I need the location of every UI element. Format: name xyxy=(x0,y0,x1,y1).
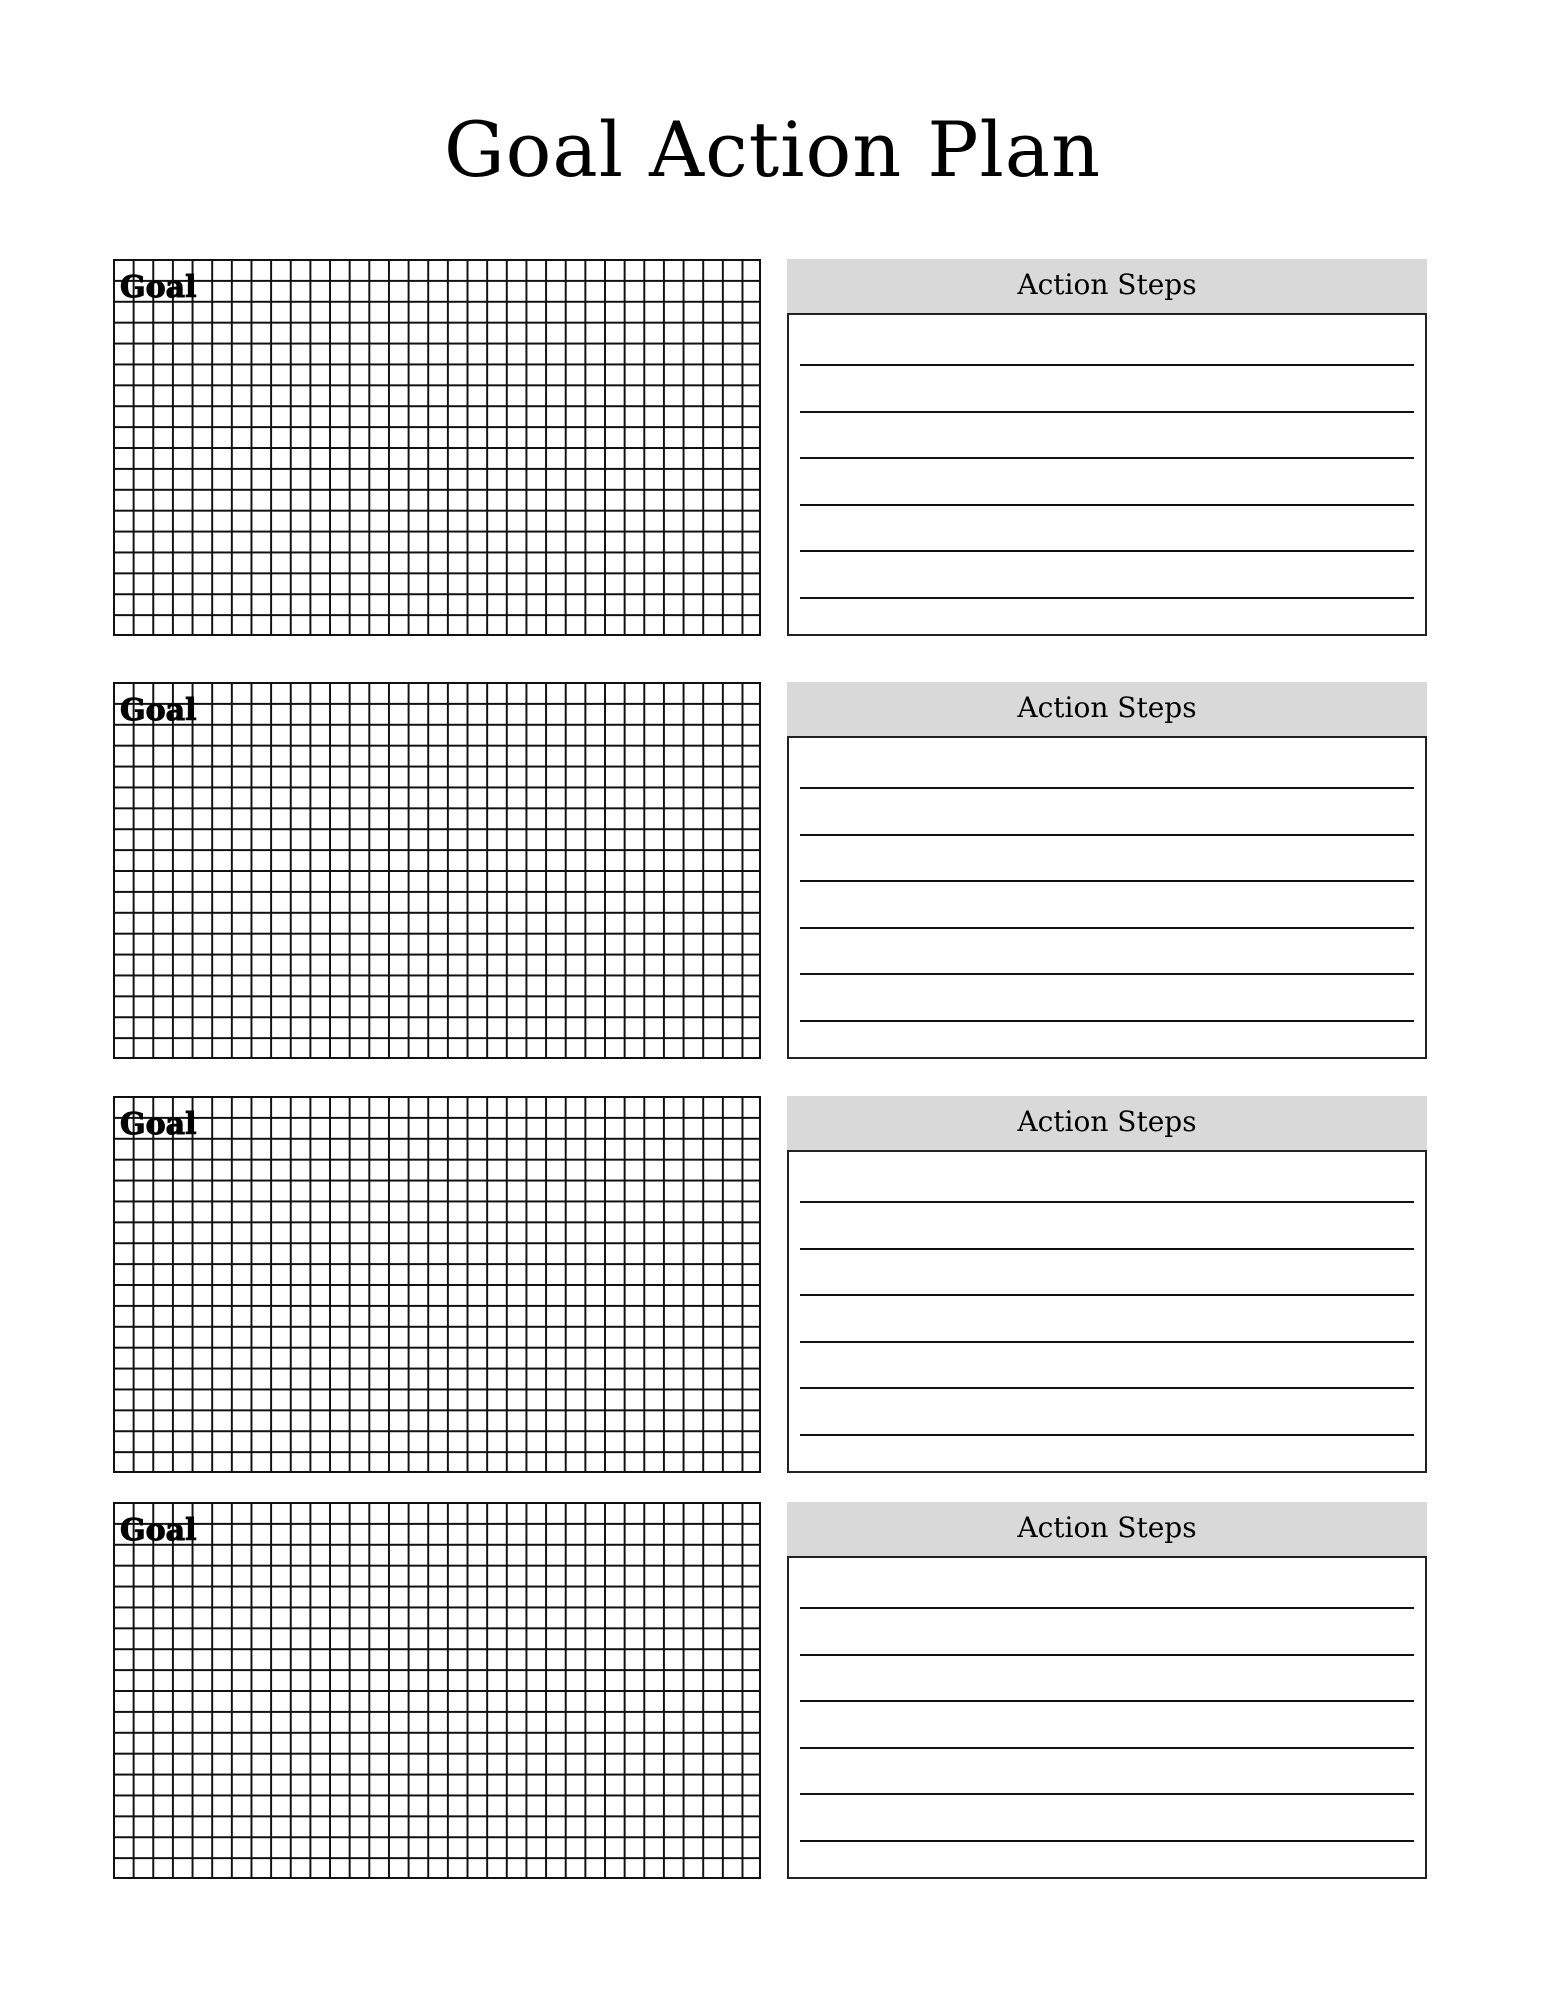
action-steps-box xyxy=(787,736,1427,1059)
action-step-line-2[interactable] xyxy=(800,1654,1414,1656)
action-step-line-6[interactable] xyxy=(800,1840,1414,1842)
action-steps-box xyxy=(787,313,1427,636)
action-step-line-4[interactable] xyxy=(800,1747,1414,1749)
action-step-line-1[interactable] xyxy=(800,1201,1414,1203)
action-steps-header: Action Steps xyxy=(787,1502,1427,1556)
goal-grid-area[interactable] xyxy=(113,682,761,1059)
goal-label: Goal xyxy=(120,1107,197,1142)
goal-label: Goal xyxy=(120,693,197,728)
goal-label: Goal xyxy=(120,270,197,305)
action-step-line-6[interactable] xyxy=(800,1434,1414,1436)
action-step-line-5[interactable] xyxy=(800,1387,1414,1389)
action-step-line-5[interactable] xyxy=(800,550,1414,552)
goal-grid-area[interactable] xyxy=(113,259,761,636)
action-steps-header: Action Steps xyxy=(787,682,1427,736)
action-step-line-4[interactable] xyxy=(800,1341,1414,1343)
action-step-line-1[interactable] xyxy=(800,787,1414,789)
action-steps-header: Action Steps xyxy=(787,259,1427,313)
action-step-line-2[interactable] xyxy=(800,411,1414,413)
goal-grid-area[interactable] xyxy=(113,1502,761,1879)
action-step-line-1[interactable] xyxy=(800,364,1414,366)
action-step-line-4[interactable] xyxy=(800,927,1414,929)
page-title: Goal Action Plan xyxy=(443,105,1102,194)
goal-block-2 xyxy=(0,682,1545,1059)
action-step-line-6[interactable] xyxy=(800,1020,1414,1022)
action-step-line-3[interactable] xyxy=(800,1294,1414,1296)
goal-label: Goal xyxy=(120,1513,197,1548)
action-steps-panel xyxy=(787,682,1427,1059)
action-steps-box xyxy=(787,1556,1427,1879)
action-step-line-3[interactable] xyxy=(800,880,1414,882)
action-steps-header: Action Steps xyxy=(787,1096,1427,1150)
action-steps-box xyxy=(787,1150,1427,1473)
action-step-line-2[interactable] xyxy=(800,1248,1414,1250)
goal-block-3 xyxy=(0,1096,1545,1473)
action-step-line-5[interactable] xyxy=(800,973,1414,975)
action-step-line-2[interactable] xyxy=(800,834,1414,836)
action-step-line-3[interactable] xyxy=(800,457,1414,459)
goal-block-1 xyxy=(0,259,1545,636)
action-step-line-3[interactable] xyxy=(800,1700,1414,1702)
action-steps-panel xyxy=(787,1502,1427,1879)
goal-block-4 xyxy=(0,1502,1545,1879)
action-steps-panel xyxy=(787,259,1427,636)
goal-grid-area[interactable] xyxy=(113,1096,761,1473)
action-step-line-4[interactable] xyxy=(800,504,1414,506)
action-step-line-6[interactable] xyxy=(800,597,1414,599)
action-step-line-1[interactable] xyxy=(800,1607,1414,1609)
action-steps-panel xyxy=(787,1096,1427,1473)
action-step-line-5[interactable] xyxy=(800,1793,1414,1795)
